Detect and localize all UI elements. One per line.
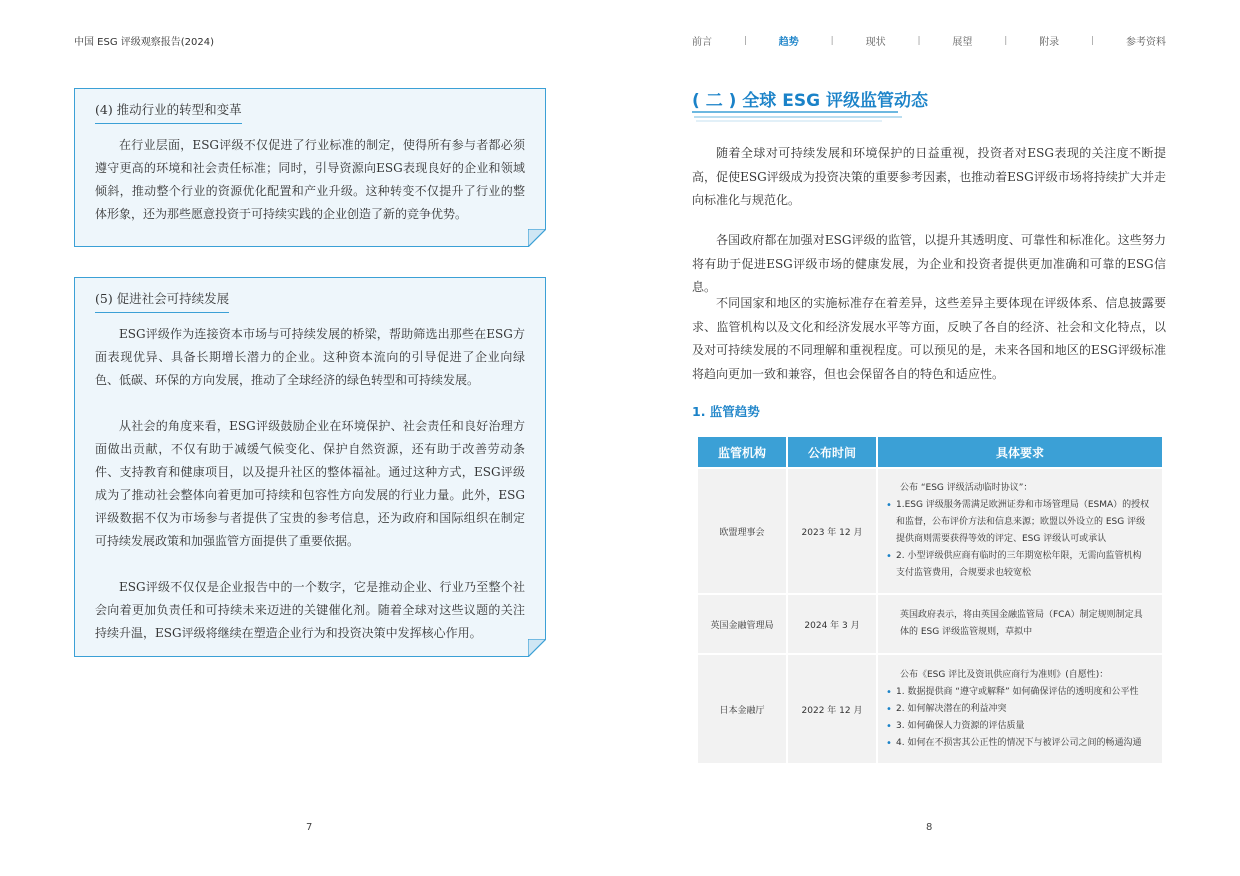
column-header-date: 公布时间 (788, 437, 876, 467)
section-title: ( 二 ) 全球 ESG 评级监管动态 (692, 91, 928, 111)
nav-separator: | (743, 35, 747, 46)
table-header-row (698, 437, 1162, 467)
requirement-item: • 2. 如何解决潜在的利益冲突 (886, 701, 1150, 718)
page-number-left: 7 (306, 822, 313, 833)
nav-item-references[interactable]: 参考资料 (1125, 37, 1166, 48)
regulation-table (696, 437, 1164, 763)
requirements-cell (878, 653, 1162, 763)
requirements-cell (878, 467, 1162, 593)
table-row (698, 653, 1162, 763)
agency-cell: 英国金融管理局 (698, 593, 786, 653)
date-cell: 2023 年 12 月 (788, 467, 876, 593)
report-header-title: 中国 ESG 评级观察报告(2024) (74, 37, 215, 48)
agency-cell: 欧盟理事会 (698, 467, 786, 593)
nav-item-outlook[interactable]: 展望 (952, 37, 973, 48)
note-box-paragraph: ESG评级作为连接资本市场与可持续发展的桥梁，帮助筛选出那些在ESG方面表现优异、具备长期增长潜力的企业。这种资本流向的引导促进了企业向绿色、低碳、环保的方向发展，推动了全球经济的绿色转型和可持续发展。 (95, 327, 525, 387)
bullet-icon: • (886, 703, 892, 715)
date-cell: 2022 年 12 月 (788, 653, 876, 763)
agency-cell: 日本金融厅 (698, 653, 786, 763)
sub-heading-regulatory-trends: 1. 监管趋势 (692, 404, 760, 419)
bullet-icon: • (886, 551, 892, 562)
body-paragraph: 各国政府都在加强对ESG评级的监管，以提升其透明度、可靠性和标准化。这些努力将有助于促进ESG评级市场的健康发展，为企业和投资者提供更加准确和可靠的ESG信息。 (692, 233, 1166, 294)
nav-item-trends[interactable]: 趋势 (778, 37, 799, 48)
title-underline-decoration (692, 108, 904, 126)
bullet-icon: • (886, 737, 892, 749)
page-number-right: 8 (926, 822, 933, 833)
note-box-heading: (5) 促进社会可持续发展 (95, 289, 229, 313)
nav-item-preface[interactable]: 前言 (692, 37, 712, 48)
column-header-requirements: 具体要求 (878, 437, 1162, 467)
body-paragraph: 不同国家和地区的实施标准存在着差异，这些差异主要体现在评级体系、信息披露要求、监管机构以及文化和经济发展水平等方面，反映了各自的经济、社会和文化特点，以及对可持续发展的不同理解和重视程度。可以预见的是，未来各国和地区的ESG评级标准将趋向更加一致和兼容，但也会保留各自的特色和适应性。 (692, 296, 1166, 381)
date-cell: 2024 年 3 月 (788, 593, 876, 653)
page-fold-corner-icon (528, 229, 546, 247)
note-box-industry-transformation (74, 88, 546, 247)
bullet-icon: • (886, 686, 892, 698)
column-header-agency: 监管机构 (698, 437, 786, 467)
requirement-item: • 4. 如何在不损害其公正性的情况下与被评公司之间的畅通沟通 (886, 735, 1150, 752)
body-paragraph: 随着全球对可持续发展和环境保护的日益重视，投资者对ESG表现的关注度不断提高，促使ESG评级成为投资决策的重要参考因素，也推动着ESG评级市场将持续扩大并走向标准化与规范化。 (692, 146, 1166, 207)
table-row (698, 593, 1162, 653)
nav-separator: | (1004, 35, 1008, 46)
nav-separator: | (830, 35, 834, 46)
nav-item-status[interactable]: 现状 (865, 37, 886, 48)
requirement-item: • 1. 数据提供商 “遵守或解释” 如何确保评估的透明度和公平性 (886, 684, 1150, 701)
requirement-item: • 1.ESG 评级服务需满足欧洲证券和市场管理局（ESMA）的授权和监督，公布评价方法和信息来源；欧盟以外设立的 ESG 评级提供商则需要获得等效的评定、ESG 评级认可或承认 (886, 497, 1150, 548)
bullet-icon: • (886, 720, 892, 732)
requirements-intro: 公布 “ESG 评级活动临时协议”： (900, 483, 1033, 493)
note-box-heading: (4) 推动行业的转型和变革 (95, 100, 242, 124)
requirement-item: • 3. 如何确保人力资源的评估质量 (886, 718, 1150, 735)
table-row (698, 467, 1162, 593)
note-box-paragraph: 在行业层面，ESG评级不仅促进了行业标准的制定，使得所有参与者都必须遵守更高的环境和社会责任标准；同时，引导资源向ESG表现良好的企业和领域倾斜，推动整个行业的资源优化配置和产业升级。这种转变不仅提升了行业的整体形象，还为那些愿意投资于可持续实践的企业创造了新的竞争优势。 (95, 138, 525, 221)
note-box-social-sustainability (74, 277, 546, 657)
note-box-paragraph: 从社会的角度来看，ESG评级鼓励企业在环境保护、社会责任和良好治理方面做出贡献，不仅有助于减缓气候变化、保护自然资源，还有助于改善劳动条件、支持教育和健康项目，以及提升社区的整体福祉。通过这种方式，ESG评级成为了推动社会整体向着更加可持续和包容性方向发展的行业力量。此外，ESG评级数据不仅为市场参与者提供了宝贵的参考信息，还为政府和国际组织在制定可持续发展政策和加强监管方面提供了重要依据。 (95, 419, 525, 548)
note-box-paragraph: ESG评级不仅仅是企业报告中的一个数字，它是推动企业、行业乃至整个社会向着更加负责任和可持续未来迈进的关键催化剂。随着全球对这些议题的关注持续升温，ESG评级将继续在塑造企业行为和投资决策中发挥核心作用。 (95, 580, 525, 640)
requirements-cell (878, 593, 1162, 653)
requirements-intro: 公布《ESG 评比及资讯供应商行为准则》(自愿性)： (900, 669, 1109, 680)
nav-separator: | (917, 35, 921, 46)
requirements-intro: 英国政府表示，将由英国金融监管局（FCA）制定规则制定具体的 ESG 评级监管规则，草拟中 (900, 610, 1143, 637)
nav-item-appendix[interactable]: 附录 (1039, 37, 1060, 48)
nav-separator: | (1091, 35, 1095, 46)
bullet-icon: • (886, 500, 892, 511)
requirement-item: • 2. 小型评级供应商有临时的三年期宽松年限，无需向监管机构支付监管费用，合规要求也较宽松 (886, 548, 1150, 582)
page-fold-corner-icon (528, 639, 546, 657)
section-nav (692, 33, 1166, 48)
